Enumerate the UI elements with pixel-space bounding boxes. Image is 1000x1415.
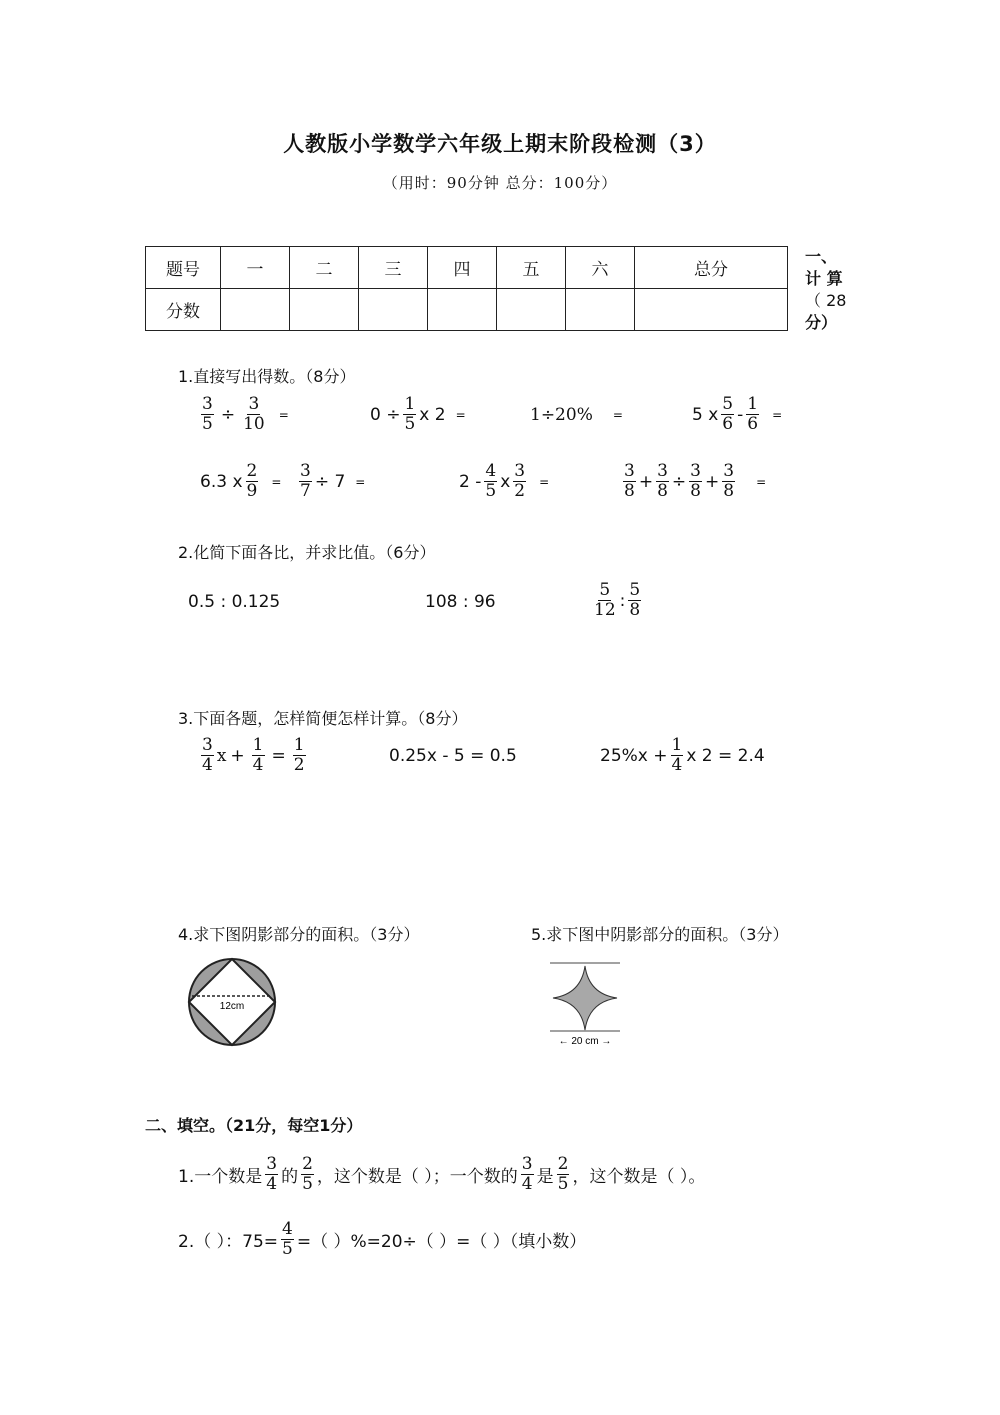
table-cell: 三 [359,247,428,289]
fill-blank-1: 1.一个数是 $\frac{3}{4}$ 的 $\frac{2}{5}$ ，这个数是（ ）；一个数的 $\frac{3}{4}$ 是 $\frac{2}{5}$ ，这个数是（ ）。 [178,1154,706,1194]
fraction: $\frac{2}{5}$ [302,1154,313,1194]
calc-item: $\frac{3}{5}$ ÷ $\frac{3}{10}$ = [202,394,289,434]
fraction: $\frac{5}{8}$ [629,580,641,620]
calc-item: 6.3 x $\frac{2}{9}$ = [200,461,282,501]
calc-item: $\frac{3}{7}$ ÷ 7 = [300,461,366,501]
fraction: $\frac{3}{8}$ [690,461,701,501]
score-entry-cell[interactable] [221,289,290,331]
equation-item: 25%x + $\frac{1}{4}$ x 2 = 2.4 [600,735,765,775]
score-entry-cell[interactable] [566,289,635,331]
fraction: $\frac{3}{8}$ [624,461,635,501]
question-4-heading: 4.求下图阴影部分的面积。（3分） [178,925,420,944]
table-cell: 四 [428,247,497,289]
calc-item: 2 - $\frac{4}{5}$ x $\frac{3}{2}$ = [459,461,550,501]
fraction: $\frac{3}{4}$ [521,1154,533,1194]
equation-item: 0.25x - 5 = 0.5 [389,746,517,766]
equation-item: $\frac{3}{4}$ x + $\frac{1}{4}$ = $\frac{1}{2}$ [202,735,305,775]
section-two-heading: 二、填空。（21分，每空1分） [145,1116,363,1135]
fraction: $\frac{4}{5}$ [282,1219,293,1259]
fraction: $\frac{5}{6}$ [722,394,734,434]
score-entry-cell[interactable] [497,289,566,331]
table-cell: 总分 [635,247,788,289]
table-cell: 二 [290,247,359,289]
calc-item: 5 x $\frac{5}{6}$ - $\frac{1}{6}$ = [692,394,783,434]
shaded-star [553,966,617,1030]
fraction: $\frac{1}{5}$ [404,394,416,434]
fraction: $\frac{3}{7}$ [300,461,311,501]
fraction: $\frac{3}{8}$ [723,461,735,501]
ratio-item: 0.5 : 0.125 [188,592,281,612]
fraction: $\frac{4}{5}$ [485,461,497,501]
fraction: $\frac{1}{4}$ [252,735,264,775]
star-figure [546,958,626,1050]
score-entry-cell[interactable] [359,289,428,331]
fraction: $\frac{5}{12}$ [594,580,616,620]
page-title: 人教版小学数学六年级上期末阶段检测（3） [283,132,717,156]
score-table-header-row [146,247,788,289]
score-table-score-row [146,289,788,331]
table-cell: 六 [566,247,635,289]
question-3-heading: 3.下面各题，怎样简便怎样计算。（8分） [178,709,468,728]
score-table [145,246,788,331]
section-one-title [805,246,855,334]
score-entry-cell[interactable] [290,289,359,331]
circle-square-figure [186,956,278,1048]
table-cell: 五 [497,247,566,289]
score-entry-cell[interactable] [635,289,788,331]
fraction: $\frac{1}{2}$ [293,735,305,775]
fraction: $\frac{1}{6}$ [747,394,759,434]
ratio-item: $\frac{5}{12}$ : $\frac{5}{8}$ [594,580,641,620]
side-title-line: 分） [805,313,838,332]
page-subtitle: （用时：90分钟 总分：100分） [382,174,618,192]
fill-blank-2: 2.（ ）：75= $\frac{4}{5}$ =（ ）%=20÷（ ）=（ ）（填小数） [178,1219,587,1259]
score-entry-cell[interactable] [428,289,497,331]
dimension-label: 12cm [219,1001,245,1012]
dimension-label: ← 20 cm → [558,1036,612,1047]
ratio-item: 108 : 96 [425,592,496,612]
fraction: $\frac{2}{5}$ [557,1154,569,1194]
question-1-heading: 1.直接写出得数。（8分） [178,367,356,386]
fraction: $\frac{3}{5}$ [202,394,213,434]
calc-item: 1÷20% = [530,405,623,425]
fraction: $\frac{3}{10}$ [243,394,265,434]
question-5-heading: 5.求下图中阴影部分的面积。（3分） [531,925,789,944]
fraction: $\frac{3}{4}$ [266,1154,278,1194]
table-cell: 分数 [146,289,221,331]
calc-item: $\frac{3}{8}$ + $\frac{3}{8}$ ÷ $\frac{3}{8}$ + $\frac{3}{8}$ = [624,461,767,501]
fraction: $\frac{3}{8}$ [657,461,668,501]
side-title-line: 一、 [805,247,838,266]
calc-item: 0 ÷ $\frac{1}{5}$ x 2 = [370,394,466,434]
table-cell: 一 [221,247,290,289]
table-cell: 题号 [146,247,221,289]
fraction: $\frac{3}{2}$ [514,461,526,501]
question-2-heading: 2.化简下面各比，并求比值。（6分） [178,543,436,562]
fraction: $\frac{1}{4}$ [671,735,683,775]
side-title-line: 计 算 [805,269,843,288]
side-title-line: （ 28 [805,291,847,310]
fraction: $\frac{3}{4}$ [202,735,213,775]
fraction: $\frac{2}{9}$ [246,461,258,501]
